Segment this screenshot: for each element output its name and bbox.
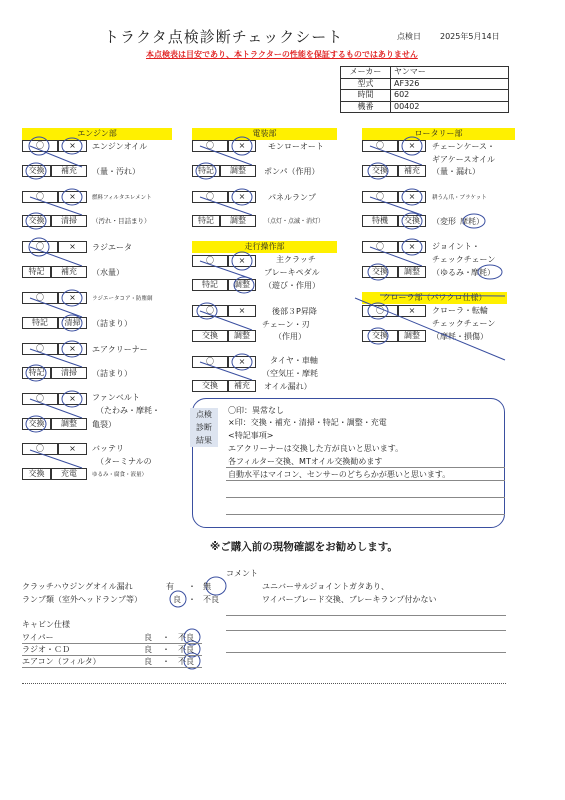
- page-title: トラクタ点検診断チェックシート: [104, 28, 344, 46]
- spec-key: 機番: [341, 101, 391, 113]
- action-exchange[interactable]: 交換: [362, 165, 398, 177]
- spec-key: 時間: [341, 90, 391, 102]
- item-sub: （摩耗・損傷）: [432, 332, 488, 341]
- item-sub: オイル漏れ）: [264, 382, 312, 391]
- spec-value: ヤンマー: [391, 67, 509, 79]
- spec-value: 602: [391, 90, 509, 102]
- lamps-good[interactable]: 良: [173, 595, 181, 604]
- spec-value: 00402: [391, 101, 509, 113]
- comment-label: コメント: [226, 569, 258, 578]
- item-sub: （作用）: [274, 332, 306, 341]
- item-sub: （ゆるみ・: [432, 268, 472, 277]
- action-adjust[interactable]: 調整: [51, 418, 87, 430]
- item-crawler-2: チェックチェーン: [432, 319, 496, 328]
- ruled-line: [226, 480, 505, 481]
- result-legend-ng: ×印：交換・補充・清掃・特記・調整・充電: [228, 418, 387, 427]
- action-exchange[interactable]: 交換: [362, 330, 398, 342]
- ok-mark[interactable]: 〇: [192, 191, 228, 203]
- item-panel-lamp: パネルランプ: [268, 193, 316, 202]
- comment-line: ワイパーブレード交換、ブレーキランプ付かない: [262, 595, 437, 604]
- ruled-line: [226, 467, 505, 468]
- action-special[interactable]: 特記: [22, 367, 51, 379]
- item-main-clutch: 主クラッチ: [276, 255, 316, 264]
- action-exchange[interactable]: 交換: [22, 418, 51, 430]
- date-value: 2025年5月14日: [440, 32, 500, 41]
- item-battery: バッテリ: [92, 444, 124, 453]
- ng-mark[interactable]: ×: [58, 393, 87, 405]
- ruled-line: [226, 514, 505, 515]
- action-special[interactable]: 特記: [192, 215, 220, 227]
- lamps-bad[interactable]: 不良: [203, 595, 219, 604]
- item-chain-case: チェーンケース・: [432, 142, 496, 151]
- action-charge[interactable]: 充電: [51, 468, 87, 480]
- spec-key: 型式: [341, 78, 391, 90]
- cabin-bad[interactable]: 不良: [178, 633, 194, 642]
- action-special[interactable]: 特記: [22, 266, 51, 278]
- item-sub: （詰まり）: [92, 369, 132, 378]
- comment-line: ユニバーサルジョイントガタあり、: [262, 582, 389, 591]
- item-fan-belt: ファンベルト: [92, 393, 140, 402]
- ruled-line: [226, 652, 506, 653]
- clutch-oil-label: クラッチハウジングオイル漏れ: [22, 582, 133, 591]
- action-exchange[interactable]: 交換: [362, 266, 398, 278]
- action-special[interactable]: 特記: [192, 165, 220, 177]
- item-sub: （ターミナルの: [96, 457, 152, 466]
- result-label-line: 点検: [196, 410, 212, 419]
- ng-mark[interactable]: ×: [58, 292, 87, 304]
- action-clean[interactable]: 清掃: [58, 317, 87, 329]
- clutch-oil-no[interactable]: 無: [203, 582, 211, 591]
- item-sub: 亀裂）: [92, 420, 116, 429]
- ng-mark[interactable]: ×: [228, 191, 256, 203]
- ok-mark[interactable]: 〇: [22, 241, 58, 253]
- item-monroe: モンローオート: [268, 142, 324, 151]
- ng-mark[interactable]: ×: [58, 191, 87, 203]
- purchase-note: ※ご購入前の現物確認をお勧めします。: [210, 541, 398, 553]
- item-chain-case-2: ギアケースオイル: [432, 155, 495, 164]
- ok-mark[interactable]: 〇: [22, 140, 58, 152]
- action-refill[interactable]: 補充: [398, 165, 426, 177]
- ok-mark[interactable]: 〇: [22, 191, 58, 203]
- item-sub-2: 摩耗）: [471, 268, 495, 277]
- ng-mark[interactable]: ×: [398, 241, 426, 253]
- item-hitch: 後部３P昇降: [272, 307, 317, 316]
- cabin-good[interactable]: 良: [144, 633, 152, 642]
- ok-mark[interactable]: 〇: [192, 305, 228, 317]
- section-engine: エンジン部: [22, 128, 172, 140]
- action-special[interactable]: 特記: [22, 317, 58, 329]
- action-adjust[interactable]: 調整: [220, 165, 256, 177]
- action-adjust[interactable]: 調整: [228, 279, 256, 291]
- section-electrical: 電装部: [192, 128, 337, 140]
- ng-mark[interactable]: ×: [58, 140, 87, 152]
- action-check[interactable]: 特機: [362, 215, 398, 227]
- action-adjust[interactable]: 調整: [398, 266, 426, 278]
- clutch-oil-yes[interactable]: 有: [166, 582, 174, 591]
- separator: ・: [162, 657, 170, 666]
- cabin-row-name: ラジオ・ＣＤ: [22, 645, 70, 654]
- ok-mark[interactable]: 〇: [22, 343, 58, 355]
- action-adjust[interactable]: 調整: [220, 215, 256, 227]
- ok-mark[interactable]: 〇: [362, 140, 398, 152]
- result-legend-ok: 〇印：異常なし: [228, 406, 284, 415]
- action-refill[interactable]: 補充: [51, 165, 87, 177]
- ruled-line: [226, 630, 506, 631]
- ng-mark[interactable]: ×: [58, 443, 87, 455]
- ruled-line: [226, 615, 506, 616]
- item-sub: （量・漏れ）: [432, 167, 480, 176]
- item-tire: タイヤ・車軸: [270, 356, 318, 365]
- ng-mark[interactable]: ×: [398, 305, 426, 317]
- ng-mark[interactable]: ×: [398, 140, 426, 152]
- result-label: [190, 408, 218, 447]
- item-sub: （変形: [432, 217, 456, 226]
- cabin-row-name: エアコン（フィルタ）: [22, 657, 101, 666]
- ok-mark[interactable]: 〇: [192, 255, 228, 267]
- special-label: <特記事項>: [228, 431, 274, 440]
- item-sub-2: 摩耗）: [460, 217, 484, 226]
- item-claw: 耕うん爪・ブラケット: [432, 195, 487, 201]
- action-adjust[interactable]: 調整: [398, 330, 426, 342]
- result-label-line: 診断: [196, 423, 212, 432]
- result-line: 自動水平はマイコン、センサーのどちらかが悪いと思います。: [228, 470, 451, 479]
- item-sub: （量・汚れ）: [92, 167, 140, 176]
- item-joint-2: チェックチェーン: [432, 255, 496, 264]
- section-rotary: ロータリー部: [362, 128, 515, 140]
- ng-mark[interactable]: ×: [228, 356, 256, 368]
- ok-mark[interactable]: 〇: [22, 393, 58, 405]
- ng-mark[interactable]: ×: [58, 343, 87, 355]
- ng-mark[interactable]: ×: [58, 241, 87, 253]
- separator: ・: [188, 595, 196, 604]
- ruled-line: [22, 643, 202, 644]
- item-air-cleaner: エアクリーナー: [92, 345, 148, 354]
- item-hitch-2: チェーン・刃: [262, 320, 310, 329]
- action-exchange[interactable]: 交換: [398, 215, 426, 227]
- spec-key: メーカー: [341, 67, 391, 79]
- item-sub: （たわみ・摩耗・: [96, 406, 160, 415]
- ok-mark[interactable]: 〇: [22, 292, 58, 304]
- item-radiator: ラジエータ: [92, 243, 132, 252]
- item-fuel-filter: 燃料フィルタエレメント: [92, 195, 152, 201]
- ok-mark[interactable]: 〇: [22, 443, 58, 455]
- action-exchange[interactable]: 交換: [22, 215, 51, 227]
- ok-mark[interactable]: 〇: [362, 241, 398, 253]
- spec-value: AF326: [391, 78, 509, 90]
- item-sub: （汚れ・目詰まり）: [92, 217, 151, 225]
- item-sub: （遊び・作用）: [264, 281, 320, 290]
- result-line: 各フィルター交換、MTオイル交換勧めます: [228, 457, 383, 466]
- item-sub: （点灯・点滅・消灯）: [264, 218, 325, 225]
- section-drive: 走行操作部: [192, 241, 337, 253]
- separator: ・: [162, 633, 170, 642]
- action-adjust[interactable]: 調整: [228, 330, 256, 342]
- item-engine-oil: エンジンオイル: [92, 142, 148, 151]
- action-exchange[interactable]: 交換: [192, 380, 228, 392]
- item-main-clutch-2: ブレーキペダル: [264, 268, 320, 277]
- section-crawler: クローラ部（パワクロ仕様）: [362, 292, 507, 304]
- cabin-good[interactable]: 良: [144, 645, 152, 654]
- cabin-title: キャビン仕様: [22, 620, 70, 629]
- ng-mark[interactable]: ×: [228, 255, 256, 267]
- action-clean[interactable]: 清掃: [51, 367, 87, 379]
- ok-mark[interactable]: 〇: [362, 305, 398, 317]
- cabin-row-name: ワイパー: [22, 633, 54, 642]
- cabin-bad[interactable]: 不良: [178, 645, 194, 654]
- item-radiator-core: ラジエータコア・防塵網: [92, 296, 153, 302]
- item-sub: ゆるみ・腐食・液量）: [92, 472, 148, 478]
- item-sub: （詰まり）: [92, 319, 132, 328]
- item-sub: ポンパ（作用）: [264, 167, 320, 176]
- item-joint: ジョイント・: [432, 242, 480, 251]
- item-crawler: クローラ・転輪: [432, 306, 488, 315]
- date-label: 点検日: [397, 32, 421, 41]
- ok-mark[interactable]: 〇: [192, 140, 228, 152]
- action-exchange[interactable]: 交換: [192, 330, 228, 342]
- result-line: エアクリーナーは交換した方が良いと思います。: [228, 444, 404, 453]
- action-exchange[interactable]: 交換: [22, 468, 51, 480]
- cabin-bad[interactable]: 不良: [178, 657, 194, 666]
- action-special[interactable]: 特記: [192, 279, 228, 291]
- dotted-divider: [22, 683, 506, 684]
- separator: ・: [188, 582, 196, 591]
- ruled-line: [22, 667, 202, 668]
- result-label-line: 結果: [196, 436, 212, 445]
- item-sub: （水量）: [92, 268, 124, 277]
- cabin-good[interactable]: 良: [144, 657, 152, 666]
- ng-mark[interactable]: ×: [228, 140, 256, 152]
- ruled-line: [226, 497, 505, 498]
- ok-mark[interactable]: 〇: [362, 191, 398, 203]
- action-clean[interactable]: 清掃: [51, 215, 87, 227]
- action-refill[interactable]: 補充: [51, 266, 87, 278]
- item-tire-2: （空気圧・摩耗: [262, 369, 318, 378]
- lamps-label: ランプ類（室外ヘッドランプ等）: [22, 595, 142, 604]
- ng-mark[interactable]: ×: [228, 305, 256, 317]
- action-exchange[interactable]: 交換: [22, 165, 51, 177]
- ng-mark[interactable]: ×: [398, 191, 426, 203]
- separator: ・: [162, 645, 170, 654]
- warning-text: 本点検表は目安であり、本トラクターの性能を保証するものではありません: [146, 50, 418, 59]
- action-refill[interactable]: 補充: [228, 380, 256, 392]
- ok-mark[interactable]: 〇: [192, 356, 228, 368]
- ruled-line: [22, 655, 202, 656]
